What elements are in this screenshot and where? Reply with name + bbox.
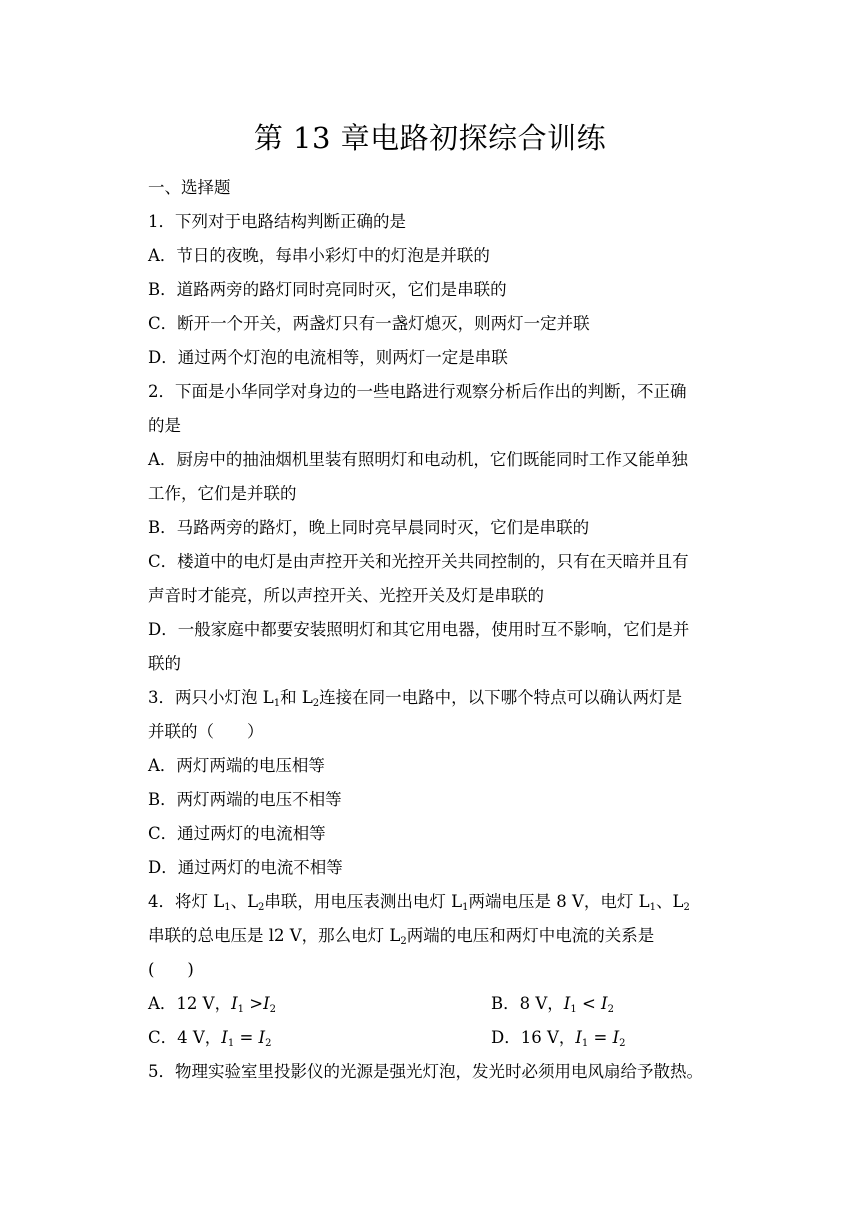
question-5-stem: 5．物理实验室里投影仪的光源是强光灯泡，发光时必须用电风扇给予散热。 xyxy=(148,1062,703,1081)
question-3-stem-line-2: 并联的（ ） xyxy=(148,722,264,741)
question-1-option-b: B．道路两旁的路灯同时亮同时灭，它们是串联的 xyxy=(148,280,507,299)
question-3-option-d: D．通过两灯的电流不相等 xyxy=(148,858,343,877)
current-symbol: I xyxy=(221,1028,228,1047)
q4-sub: 1 xyxy=(570,1004,577,1015)
q4-sub: 1 xyxy=(237,1004,244,1015)
current-symbol: I xyxy=(258,1028,266,1047)
q4-text: 4．将灯 L xyxy=(148,892,225,911)
q4-text: 、L xyxy=(655,892,684,911)
q3-text-1: 3．两只小灯泡 L xyxy=(148,688,274,707)
question-2-stem-line-1: 2．下面是小华同学对身边的一些电路进行观察分析后作出的判断，不正确 xyxy=(148,382,687,401)
question-4-answer-bracket: ( ) xyxy=(148,960,194,979)
question-3-option-b: B．两灯两端的电压不相等 xyxy=(148,790,342,809)
q4-sub: 1 xyxy=(224,902,231,913)
q4-text: 、L xyxy=(230,892,259,911)
question-4-stem-line-1 xyxy=(148,891,690,913)
current-symbol: I xyxy=(575,1028,582,1047)
current-symbol: I xyxy=(563,994,571,1013)
question-4-option-d xyxy=(491,1027,626,1049)
section-heading: 一、选择题 xyxy=(148,178,231,197)
q4-option-a-text: A．12 V， xyxy=(148,994,232,1013)
current-symbol: I xyxy=(263,994,270,1013)
question-2-option-d-line-2: 联的 xyxy=(148,654,181,673)
q4-sub: 2 xyxy=(607,1004,614,1015)
q3-text-3: 连接在同一电路中，以下哪个特点可以确认两灯是 xyxy=(319,688,683,707)
q4-sub: 2 xyxy=(265,1038,272,1049)
q4-sub: 2 xyxy=(269,1004,276,1015)
question-3-option-c: C．通过两灯的电流相等 xyxy=(148,824,326,843)
relation-symbol: > xyxy=(243,994,264,1013)
q4-sub: 2 xyxy=(683,902,690,913)
question-2-option-d-line-1: D．一般家庭中都要安装照明灯和其它用电器，使用时互不影响，它们是并 xyxy=(148,620,690,639)
question-2-option-b: B．马路两旁的路灯，晚上同时亮早晨同时灭，它们是串联的 xyxy=(148,518,590,537)
question-3-option-a: A．两灯两端的电压相等 xyxy=(148,756,325,775)
q4-sub: 2 xyxy=(400,936,407,947)
q4-text: 串联的总电压是 l2 V，那么电灯 L xyxy=(148,926,401,945)
q4-sub: 1 xyxy=(581,1038,589,1049)
current-symbol: I xyxy=(612,1028,620,1047)
q4-sub: 2 xyxy=(619,1038,626,1049)
q4-text: 串联，用电压表测出电灯 L xyxy=(264,892,463,911)
q3-sub-2: 2 xyxy=(312,698,320,709)
relation-symbol: = xyxy=(588,1028,613,1047)
q4-option-d-text: D．16 V， xyxy=(491,1028,576,1047)
current-symbol: I xyxy=(601,994,608,1013)
question-1-stem: 1．下列对于电路结构判断正确的是 xyxy=(148,212,406,231)
question-4-option-a xyxy=(148,993,276,1015)
question-1-option-d: D．通过两个灯泡的电流相等，则两灯一定是串联 xyxy=(148,348,508,367)
q4-sub: 1 xyxy=(462,902,469,913)
q4-text: 两端的电压和两灯中电流的关系是 xyxy=(406,926,655,945)
question-4-stem-line-2 xyxy=(148,925,654,947)
relation-symbol: = xyxy=(234,1028,259,1047)
q4-sub: 2 xyxy=(258,902,265,913)
q3-sub-1: 1 xyxy=(273,698,281,709)
question-2-stem-line-2: 的是 xyxy=(148,416,181,435)
q4-option-c-text: C．4 V， xyxy=(148,1028,222,1047)
relation-symbol: < xyxy=(576,994,602,1013)
q4-sub: 1 xyxy=(649,902,656,913)
current-symbol: I xyxy=(231,994,238,1013)
question-2-option-c-line-2: 声音时才能亮，所以声控开关、光控开关及灯是串联的 xyxy=(148,586,544,605)
q4-text: 两端电压是 8 V，电灯 L xyxy=(468,892,650,911)
question-4-option-b xyxy=(491,993,614,1015)
question-1-option-a: A．节日的夜晚，每串小彩灯中的灯泡是并联的 xyxy=(148,246,490,265)
q4-sub: 1 xyxy=(227,1038,235,1049)
q3-text-2: 和 L xyxy=(280,688,313,707)
question-4-option-c xyxy=(148,1027,271,1049)
question-1-option-c: C．断开一个开关，两盏灯只有一盏灯熄灭，则两灯一定并联 xyxy=(148,314,590,333)
question-2-option-a-line-2: 工作，它们是并联的 xyxy=(148,484,297,503)
q4-option-b-text: B．8 V， xyxy=(491,994,564,1013)
question-2-option-a-line-1: A．厨房中的抽油烟机里装有照明灯和电动机，它们既能同时工作又能单独 xyxy=(148,450,688,469)
question-2-option-c-line-1: C．楼道中的电灯是由声控开关和光控开关共同控制的，只有在天暗并且有 xyxy=(148,552,689,571)
question-3-stem-line-1 xyxy=(148,687,682,709)
page-title: 第 13 章电路初探综合训练 xyxy=(253,121,607,155)
